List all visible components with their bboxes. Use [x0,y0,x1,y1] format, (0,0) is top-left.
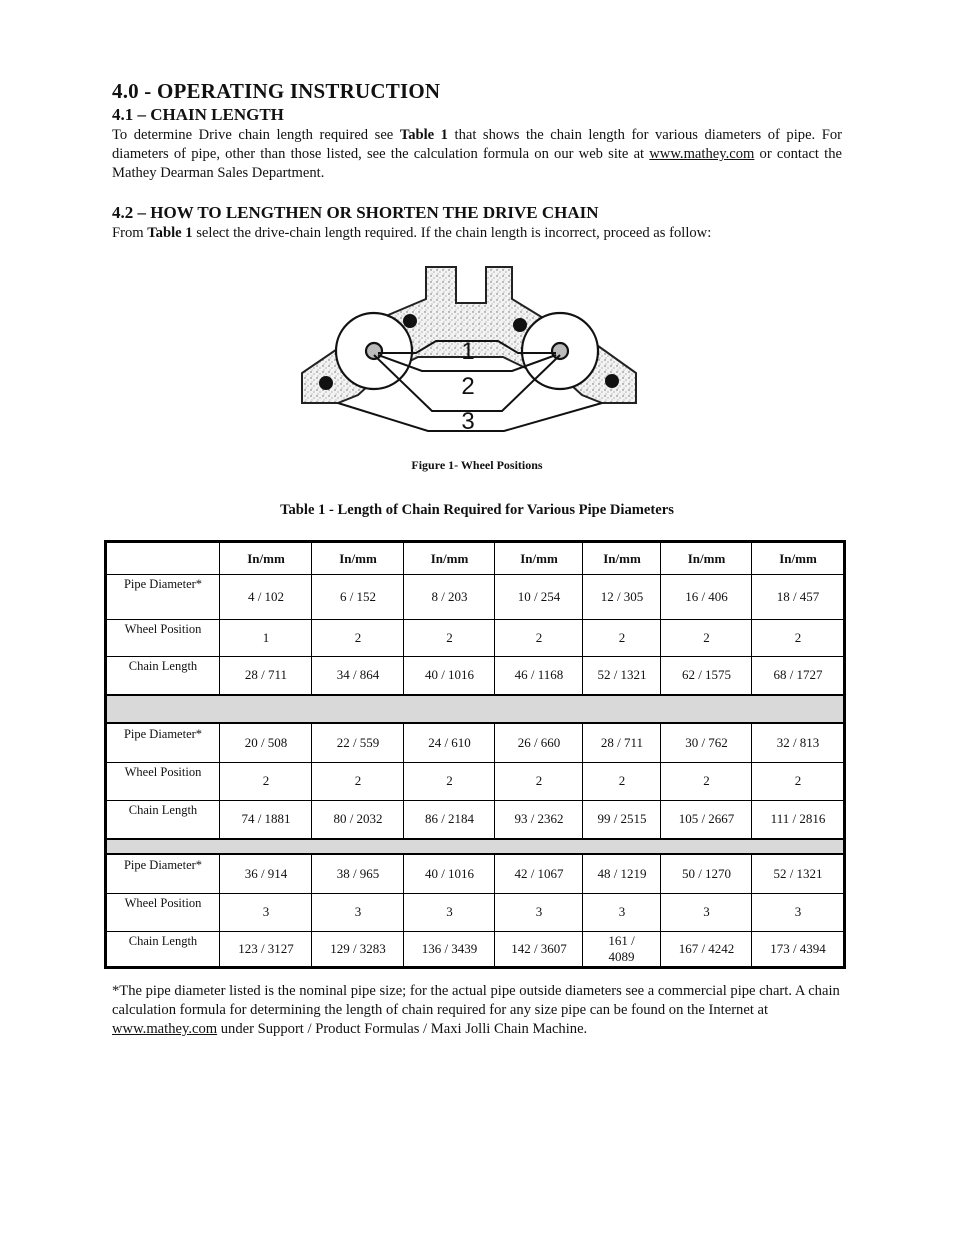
table-cell: 129 / 3283 [311,931,404,966]
table-cell: 2 [582,762,661,800]
table-cell: 86 / 2184 [403,800,495,838]
table-header-row [107,543,843,575]
text-run: that shows the chain length for various diameters of pipe. For diameters of pipe, other than those listed, see the calculation formula on our web site at [112,127,842,162]
section-title-lengthen-chain: 4.2 – HOW TO LENGTHEN OR SHORTEN THE DRIVE CHAIN [112,203,599,222]
table-cell: 111 / 2816 [751,800,844,838]
table-cell: 3 [494,893,583,931]
column-header: In/mm [403,543,495,574]
table-cell: 28 / 711 [219,656,312,694]
table-cell: 3 [751,893,844,931]
website-link[interactable]: www.mathey.com [649,146,755,162]
text-run: *The pipe diameter listed is the nominal pipe size; for the actual pipe outside diameters see a commercial pipe chart. A chain calculation formula for determining the length of chain required for any size pipe can be found on the Internet at [112,983,840,1018]
table-row [107,931,843,967]
table-cell: 2 [751,619,844,656]
table-cell: 2 [660,762,752,800]
text-run: To determine Drive chain length required see [112,127,400,143]
table-cell: 2 [494,619,583,656]
table-cell: 22 / 559 [311,724,404,762]
table-cell: 3 [219,893,312,931]
table-row [107,619,843,657]
table-row [107,574,843,620]
table-cell: 28 / 711 [582,724,661,762]
table-cell: 2 [494,762,583,800]
table-cell: 74 / 1881 [219,800,312,838]
table-cell: 16 / 406 [660,574,752,619]
table-cell: 18 / 457 [751,574,844,619]
position-label-3: 3 [461,408,475,435]
lengthen-chain-paragraph [112,224,842,243]
table-cell: 40 / 1016 [403,656,495,694]
table-cell: 142 / 3607 [494,931,583,966]
column-header: In/mm [582,543,661,574]
row-label: Wheel Position [124,622,202,636]
table-cell: 2 [311,619,404,656]
column-header: In/mm [494,543,583,574]
table-cell: 12 / 305 [582,574,661,619]
text-run: or contact the Mathey Dearman Sales Department. [112,146,842,181]
table-cell: 2 [751,762,844,800]
table-cell: 62 / 1575 [660,656,752,694]
table-cell: 52 / 1321 [582,656,661,694]
table-cell: 167 / 4242 [660,931,752,966]
table-cell: 99 / 2515 [582,800,661,838]
chain-length-table [104,540,846,969]
table-cell: 3 [582,893,661,931]
table-cell: 36 / 914 [219,855,312,893]
column-header: In/mm [660,543,752,574]
table-cell: 6 / 152 [311,574,404,619]
table-cell: 32 / 813 [751,724,844,762]
table-row [107,656,843,695]
figure-caption: Figure 1- Wheel Positions [411,458,543,472]
table-cell: 40 / 1016 [403,855,495,893]
row-label: Pipe Diameter* [123,858,203,872]
row-label: Chain Length [128,803,198,817]
footnote-paragraph [112,982,842,1039]
table-cell: 173 / 4394 [751,931,844,966]
footnote [112,982,842,1039]
table-block-separator [107,694,843,724]
table-cell: 4 / 102 [219,574,312,619]
table-cell: 136 / 3439 [403,931,495,966]
text-run: select the drive-chain length required. If the chain length is incorrect, proceed as follow: [192,225,712,241]
table-cell: 2 [219,762,312,800]
table-cell: 3 [311,893,404,931]
table-cell: 3 [660,893,752,931]
table-cell: 93 / 2362 [494,800,583,838]
table-cell: 161 / 4089 [582,931,660,966]
row-label: Pipe Diameter* [123,727,203,741]
table-cell: 3 [403,893,495,931]
table-row [107,893,843,932]
row-label: Chain Length [128,659,198,673]
table-cell: 20 / 508 [219,724,312,762]
table-cell: 46 / 1168 [494,656,583,694]
table-cell: 24 / 610 [403,724,495,762]
row-label: Wheel Position [124,765,202,779]
table-cell: 80 / 2032 [311,800,404,838]
column-header: In/mm [311,543,404,574]
table-title: Table 1 - Length of Chain Required for Various Pipe Diameters [280,502,674,518]
table-reference: Table 1 [399,127,448,143]
row-label: Pipe Diameter* [123,577,203,591]
table-row [107,855,843,894]
column-header: In/mm [219,543,312,574]
position-label-1: 1 [461,338,475,365]
table-cell: 2 [311,762,404,800]
row-label: Wheel Position [124,896,202,910]
table-cell: 52 / 1321 [751,855,844,893]
text-run: From [112,225,148,241]
table-cell: 42 / 1067 [494,855,583,893]
position-label-2: 2 [461,373,475,400]
page-title: 4.0 - OPERATING INSTRUCTION [112,79,441,103]
table-cell: 105 / 2667 [660,800,752,838]
table-row [107,724,843,763]
table-cell: 26 / 660 [494,724,583,762]
table-cell: 2 [582,619,661,656]
page-body [112,78,842,243]
table-cell: 34 / 864 [311,656,404,694]
table-cell: 123 / 3127 [219,931,312,966]
table-cell: 1 [219,619,312,656]
table-cell: 2 [660,619,752,656]
website-link[interactable]: www.mathey.com [112,1021,218,1037]
table-cell: 8 / 203 [403,574,495,619]
table-row [107,800,843,839]
table-cell: 2 [403,619,495,656]
table-cell: 10 / 254 [494,574,583,619]
table-cell: 2 [403,762,495,800]
table-cell: 30 / 762 [660,724,752,762]
text-run: under Support / Product Formulas / Maxi Jolli Chain Machine. [217,1021,588,1037]
table-row [107,762,843,801]
section-title-chain-length: 4.1 – CHAIN LENGTH [112,105,284,124]
chain-length-paragraph [112,126,842,183]
table-cell: 38 / 965 [311,855,404,893]
table-cell: 68 / 1727 [751,656,844,694]
row-label: Chain Length [128,934,198,948]
table-cell: 48 / 1219 [582,855,661,893]
table-cell: 50 / 1270 [660,855,752,893]
table-reference: Table 1 [147,225,193,241]
table-block-separator [107,838,843,855]
wheel-positions-figure [298,263,642,439]
column-header: In/mm [751,543,844,574]
